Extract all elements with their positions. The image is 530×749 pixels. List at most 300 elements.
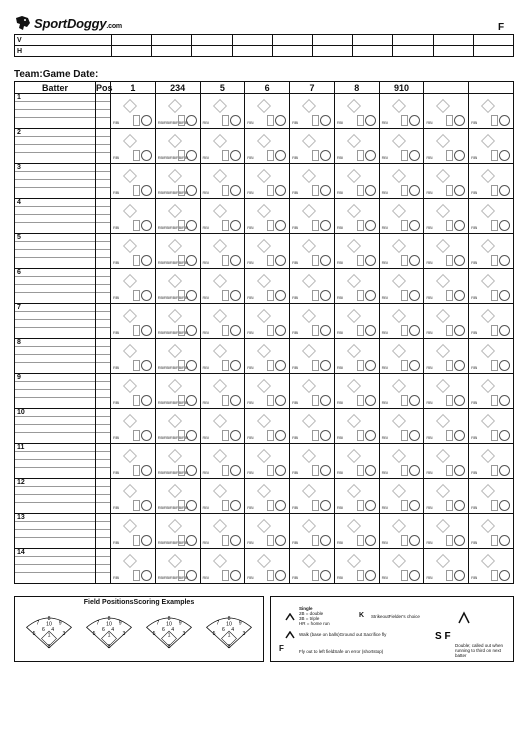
batter-row [15, 129, 514, 164]
out-circle-icon [320, 500, 331, 511]
count-box [133, 220, 140, 231]
rbi-label: RBI [336, 155, 343, 160]
base-diamond-icon [212, 99, 226, 113]
out-circle-icon [409, 150, 420, 161]
rbi-label: RBI [336, 295, 343, 300]
count-box [357, 465, 364, 476]
at-bat-cell[interactable] [200, 549, 245, 584]
inning-header: 7 [290, 82, 335, 94]
at-bat-cell[interactable] [290, 199, 335, 234]
at-bat-cell[interactable] [245, 304, 290, 339]
out-circle-icon [499, 535, 510, 546]
out-circle-icon [409, 290, 420, 301]
at-bat-cell[interactable] [200, 304, 245, 339]
at-bat-cell[interactable] [424, 234, 469, 269]
count-box [401, 255, 408, 266]
at-bat-cell[interactable] [379, 199, 424, 234]
rbi-label: RBI [336, 330, 343, 335]
batter-cell[interactable] [15, 164, 96, 199]
rbi-label: RBI [247, 260, 254, 265]
pos-cell[interactable] [96, 164, 111, 199]
at-bat-cell[interactable] [290, 234, 335, 269]
rbi-label: RBI [292, 505, 299, 510]
batter-cell[interactable] [15, 549, 96, 584]
at-bat-cell[interactable] [111, 94, 156, 129]
rbi-label: RBIRBIRBIRBIRBI [157, 225, 189, 230]
at-bat-cell[interactable] [334, 269, 379, 304]
rbi-label: RBI [247, 400, 254, 405]
at-bat-cell[interactable] [290, 549, 335, 584]
count-box [357, 290, 364, 301]
at-bat-cell[interactable] [200, 479, 245, 514]
at-bat-cell[interactable] [245, 94, 290, 129]
batter-cell[interactable] [15, 269, 96, 304]
at-bat-cell[interactable] [245, 374, 290, 409]
position-number: 4 [171, 627, 175, 634]
count-box [446, 220, 453, 231]
at-bat-cell[interactable] [111, 129, 156, 164]
at-bat-cell[interactable] [245, 199, 290, 234]
at-bat-cell[interactable] [245, 234, 290, 269]
pos-cell[interactable] [96, 339, 111, 374]
at-bat-cell[interactable] [424, 514, 469, 549]
rbi-label: RBI [247, 330, 254, 335]
base-diamond-icon [302, 519, 316, 533]
out-circle-icon [230, 500, 241, 511]
pos-cell[interactable] [96, 549, 111, 584]
at-bat-cell[interactable] [155, 339, 200, 374]
at-bat-cell[interactable] [469, 94, 514, 129]
out-circle-icon [320, 570, 331, 581]
out-circle-icon [365, 360, 376, 371]
count-box [491, 290, 498, 301]
base-diamond-icon [347, 204, 361, 218]
at-bat-cell[interactable] [111, 339, 156, 374]
batter-cell[interactable] [15, 304, 96, 339]
base-diamond-icon [302, 134, 316, 148]
base-diamond-icon [392, 414, 406, 428]
at-bat-cell[interactable] [469, 409, 514, 444]
position-number: 6 [101, 627, 105, 634]
base-diamond-icon [123, 484, 137, 498]
batter-cell[interactable] [15, 339, 96, 374]
at-bat-cell[interactable] [111, 269, 156, 304]
count-box [446, 360, 453, 371]
at-bat-cell[interactable] [245, 549, 290, 584]
at-bat-cell[interactable] [155, 269, 200, 304]
at-bat-cell[interactable] [469, 479, 514, 514]
count-box [312, 465, 319, 476]
base-diamond-icon [302, 414, 316, 428]
at-bat-cell[interactable] [200, 514, 245, 549]
rbi-label: RBIRBIRBIRBIRBI [157, 120, 189, 125]
batter-cell[interactable] [15, 444, 96, 479]
at-bat-cell[interactable] [469, 304, 514, 339]
at-bat-cell[interactable] [245, 129, 290, 164]
pos-cell[interactable] [96, 444, 111, 479]
pos-cell[interactable] [96, 199, 111, 234]
home-row [15, 46, 514, 57]
pos-cell[interactable] [96, 514, 111, 549]
rbi-label: RBI [202, 540, 209, 545]
batter-header: Batter [15, 82, 96, 94]
at-bat-cell[interactable] [155, 164, 200, 199]
at-bat-cell[interactable] [424, 339, 469, 374]
at-bat-cell[interactable] [290, 164, 335, 199]
out-circle-icon [365, 220, 376, 231]
count-box [446, 115, 453, 126]
out-circle-icon [409, 360, 420, 371]
out-circle-icon [186, 465, 197, 476]
count-box [222, 395, 229, 406]
rbi-label: RBI [202, 190, 209, 195]
out-circle-icon [141, 360, 152, 371]
rbi-label: RBI [247, 120, 254, 125]
batter-cell[interactable] [15, 129, 96, 164]
at-bat-cell[interactable] [469, 514, 514, 549]
pos-cell[interactable] [96, 234, 111, 269]
out-circle-icon [141, 290, 152, 301]
base-diamond-icon [481, 134, 495, 148]
base-diamond-icon [168, 99, 182, 113]
out-circle-icon [499, 395, 510, 406]
out-circle-icon [141, 325, 152, 336]
rbi-label: RBIRBIRBIRBIRBI [157, 505, 189, 510]
at-bat-cell[interactable] [290, 94, 335, 129]
at-bat-cell[interactable] [379, 374, 424, 409]
base-diamond-icon [257, 414, 271, 428]
base-diamond-icon [123, 554, 137, 568]
base-diamond-icon [257, 449, 271, 463]
at-bat-cell[interactable] [379, 549, 424, 584]
at-bat-cell[interactable] [424, 164, 469, 199]
at-bat-cell[interactable] [200, 199, 245, 234]
field-positions-title: Field PositionsScoring Examples [83, 599, 195, 606]
field-diagram-icon [201, 609, 257, 655]
base-diamond-icon [481, 99, 495, 113]
base-diamond-icon [302, 344, 316, 358]
base-diamond-icon [212, 309, 226, 323]
rbi-label: RBI [426, 260, 433, 265]
at-bat-cell[interactable] [155, 514, 200, 549]
at-bat-cell[interactable] [111, 479, 156, 514]
position-number: 1 [107, 632, 111, 639]
at-bat-cell[interactable] [469, 199, 514, 234]
at-bat-cell[interactable] [334, 234, 379, 269]
rbi-label: RBI [292, 365, 299, 370]
at-bat-cell[interactable] [245, 514, 290, 549]
at-bat-cell[interactable] [200, 234, 245, 269]
out-circle-icon [275, 570, 286, 581]
at-bat-cell[interactable] [111, 409, 156, 444]
at-bat-cell[interactable] [379, 164, 424, 199]
scorecard-table [14, 81, 514, 584]
out-circle-icon [275, 500, 286, 511]
count-box [267, 150, 274, 161]
at-bat-cell[interactable] [245, 269, 290, 304]
pos-cell[interactable] [96, 374, 111, 409]
at-bat-cell[interactable] [290, 129, 335, 164]
pos-cell[interactable] [96, 479, 111, 514]
at-bat-cell[interactable] [290, 374, 335, 409]
at-bat-cell[interactable] [155, 94, 200, 129]
batter-cell[interactable] [15, 234, 96, 269]
at-bat-cell[interactable] [379, 514, 424, 549]
count-box [222, 185, 229, 196]
rbi-label: RBI [336, 540, 343, 545]
at-bat-cell[interactable] [245, 339, 290, 374]
base-diamond-icon [436, 519, 450, 533]
out-circle-icon [454, 290, 465, 301]
at-bat-cell[interactable] [424, 94, 469, 129]
base-diamond-icon [168, 554, 182, 568]
out-circle-icon [409, 185, 420, 196]
rbi-label: RBI [292, 330, 299, 335]
at-bat-cell[interactable] [379, 409, 424, 444]
out-circle-icon [186, 500, 197, 511]
batter-cell[interactable] [15, 94, 96, 129]
at-bat-cell[interactable] [200, 269, 245, 304]
count-box [491, 395, 498, 406]
out-circle-icon [320, 395, 331, 406]
base-diamond-icon [302, 379, 316, 393]
inning-header [469, 82, 514, 94]
base-diamond-icon [347, 274, 361, 288]
at-bat-cell[interactable] [424, 199, 469, 234]
at-bat-cell[interactable] [290, 339, 335, 374]
count-box [312, 570, 319, 581]
count-box [401, 500, 408, 511]
batter-cell[interactable] [15, 409, 96, 444]
rbi-label: RBI [471, 120, 478, 125]
count-box [357, 185, 364, 196]
out-circle-icon [409, 500, 420, 511]
pos-cell[interactable] [96, 409, 111, 444]
count-box [446, 290, 453, 301]
out-circle-icon [141, 255, 152, 266]
count-box [267, 325, 274, 336]
at-bat-cell[interactable] [200, 339, 245, 374]
at-bat-cell[interactable] [245, 164, 290, 199]
position-number: 8 [167, 615, 171, 622]
rbi-label: RBI [247, 505, 254, 510]
count-box [446, 535, 453, 546]
out-circle-icon [230, 255, 241, 266]
at-bat-cell[interactable] [334, 339, 379, 374]
at-bat-cell[interactable] [155, 199, 200, 234]
base-diamond-icon [123, 99, 137, 113]
at-bat-cell[interactable] [200, 164, 245, 199]
at-bat-cell[interactable] [334, 549, 379, 584]
out-circle-icon [499, 290, 510, 301]
at-bat-cell[interactable] [290, 269, 335, 304]
out-circle-icon [186, 395, 197, 406]
at-bat-cell[interactable] [424, 129, 469, 164]
rbi-label: RBI [471, 435, 478, 440]
brand-name: SportDoggy [34, 15, 107, 31]
at-bat-cell[interactable] [469, 549, 514, 584]
at-bat-cell[interactable] [245, 409, 290, 444]
batter-cell[interactable] [15, 514, 96, 549]
at-bat-cell[interactable] [155, 304, 200, 339]
at-bat-cell[interactable] [469, 444, 514, 479]
base-diamond-icon [212, 449, 226, 463]
count-box [357, 115, 364, 126]
at-bat-cell[interactable] [424, 444, 469, 479]
at-bat-cell[interactable] [379, 234, 424, 269]
base-diamond-icon [347, 344, 361, 358]
at-bat-cell[interactable] [469, 339, 514, 374]
out-circle-icon [454, 465, 465, 476]
at-bat-cell[interactable] [469, 129, 514, 164]
at-bat-cell[interactable] [111, 199, 156, 234]
at-bat-cell[interactable] [379, 94, 424, 129]
at-bat-cell[interactable] [424, 479, 469, 514]
at-bat-cell[interactable] [111, 444, 156, 479]
at-bat-cell[interactable] [290, 409, 335, 444]
at-bat-cell[interactable] [424, 549, 469, 584]
count-box [267, 115, 274, 126]
at-bat-cell[interactable] [334, 199, 379, 234]
at-bat-cell[interactable] [334, 479, 379, 514]
at-bat-cell[interactable] [111, 549, 156, 584]
rbi-label: RBI [471, 400, 478, 405]
at-bat-cell[interactable] [424, 374, 469, 409]
base-diamond-icon [347, 134, 361, 148]
at-bat-cell[interactable] [200, 374, 245, 409]
at-bat-cell[interactable] [379, 129, 424, 164]
position-number: 8 [47, 615, 51, 622]
at-bat-cell[interactable] [155, 549, 200, 584]
at-bat-cell[interactable] [379, 479, 424, 514]
batter-cell[interactable] [15, 199, 96, 234]
at-bat-cell[interactable] [424, 269, 469, 304]
count-box [401, 220, 408, 231]
base-diamond-icon [123, 134, 137, 148]
base-diamond-icon [392, 169, 406, 183]
at-bat-cell[interactable] [290, 304, 335, 339]
at-bat-cell[interactable] [334, 444, 379, 479]
at-bat-cell[interactable] [155, 129, 200, 164]
at-bat-cell[interactable] [379, 269, 424, 304]
count-box [178, 185, 185, 196]
at-bat-cell[interactable] [200, 129, 245, 164]
at-bat-cell[interactable] [155, 479, 200, 514]
count-box [178, 395, 185, 406]
at-bat-cell[interactable] [424, 409, 469, 444]
at-bat-cell[interactable] [111, 514, 156, 549]
rbi-label: RBI [292, 540, 299, 545]
pos-cell[interactable] [96, 129, 111, 164]
at-bat-cell[interactable] [111, 234, 156, 269]
batter-cell[interactable] [15, 479, 96, 514]
example-line: HR = home run [299, 621, 330, 626]
inning-header [424, 82, 469, 94]
rbi-label: RBIRBIRBIRBIRBI [157, 365, 189, 370]
at-bat-cell[interactable] [379, 304, 424, 339]
at-bat-cell[interactable] [334, 164, 379, 199]
at-bat-cell[interactable] [334, 94, 379, 129]
visitor-row [15, 35, 514, 46]
at-bat-cell[interactable] [155, 234, 200, 269]
position-number: 7 [216, 620, 220, 627]
at-bat-cell[interactable] [155, 444, 200, 479]
rbi-label: RBIRBIRBIRBIRBI [157, 575, 189, 580]
position-number: 2 [227, 643, 231, 650]
at-bat-cell[interactable] [469, 269, 514, 304]
at-bat-cell[interactable] [111, 374, 156, 409]
rbi-label: RBI [113, 365, 120, 370]
position-number: 1 [167, 632, 171, 639]
batter-row [15, 339, 514, 374]
at-bat-cell[interactable] [245, 444, 290, 479]
at-bat-cell[interactable] [469, 234, 514, 269]
at-bat-cell[interactable] [379, 339, 424, 374]
out-circle-icon [141, 430, 152, 441]
out-circle-icon [320, 115, 331, 126]
base-diamond-icon [436, 204, 450, 218]
position-number: 10 [46, 621, 52, 628]
dog-icon [14, 14, 32, 32]
inning-header: 6 [245, 82, 290, 94]
rbi-label: RBI [202, 225, 209, 230]
at-bat-cell[interactable] [334, 304, 379, 339]
at-bat-cell[interactable] [424, 304, 469, 339]
at-bat-cell[interactable] [334, 514, 379, 549]
count-box [491, 115, 498, 126]
at-bat-cell[interactable] [334, 374, 379, 409]
at-bat-cell[interactable] [245, 479, 290, 514]
at-bat-cell[interactable] [290, 444, 335, 479]
count-box [267, 185, 274, 196]
at-bat-cell[interactable] [200, 444, 245, 479]
pos-cell[interactable] [96, 304, 111, 339]
rbi-label: RBI [381, 260, 388, 265]
count-box [222, 290, 229, 301]
batter-cell[interactable] [15, 374, 96, 409]
at-bat-cell[interactable] [111, 164, 156, 199]
at-bat-cell[interactable] [111, 304, 156, 339]
at-bat-cell[interactable] [290, 479, 335, 514]
at-bat-cell[interactable] [469, 164, 514, 199]
at-bat-cell[interactable] [379, 444, 424, 479]
rbi-label: RBI [426, 190, 433, 195]
rbi-label: RBI [381, 400, 388, 405]
count-box [222, 500, 229, 511]
batter-row [15, 549, 514, 584]
single-icon [285, 613, 295, 621]
out-circle-icon [365, 500, 376, 511]
inning-header: 8 [334, 82, 379, 94]
count-box [357, 500, 364, 511]
at-bat-cell[interactable] [200, 409, 245, 444]
at-bat-cell[interactable] [200, 94, 245, 129]
pos-cell[interactable] [96, 94, 111, 129]
pos-cell[interactable] [96, 269, 111, 304]
at-bat-cell[interactable] [334, 129, 379, 164]
base-diamond-icon [347, 414, 361, 428]
at-bat-cell[interactable] [155, 374, 200, 409]
at-bat-cell[interactable] [469, 374, 514, 409]
at-bat-cell[interactable] [334, 409, 379, 444]
out-circle-icon [365, 535, 376, 546]
at-bat-cell[interactable] [290, 514, 335, 549]
out-circle-icon [275, 465, 286, 476]
at-bat-cell[interactable] [155, 409, 200, 444]
count-box [357, 360, 364, 371]
base-diamond-icon [123, 379, 137, 393]
base-diamond-icon [212, 134, 226, 148]
